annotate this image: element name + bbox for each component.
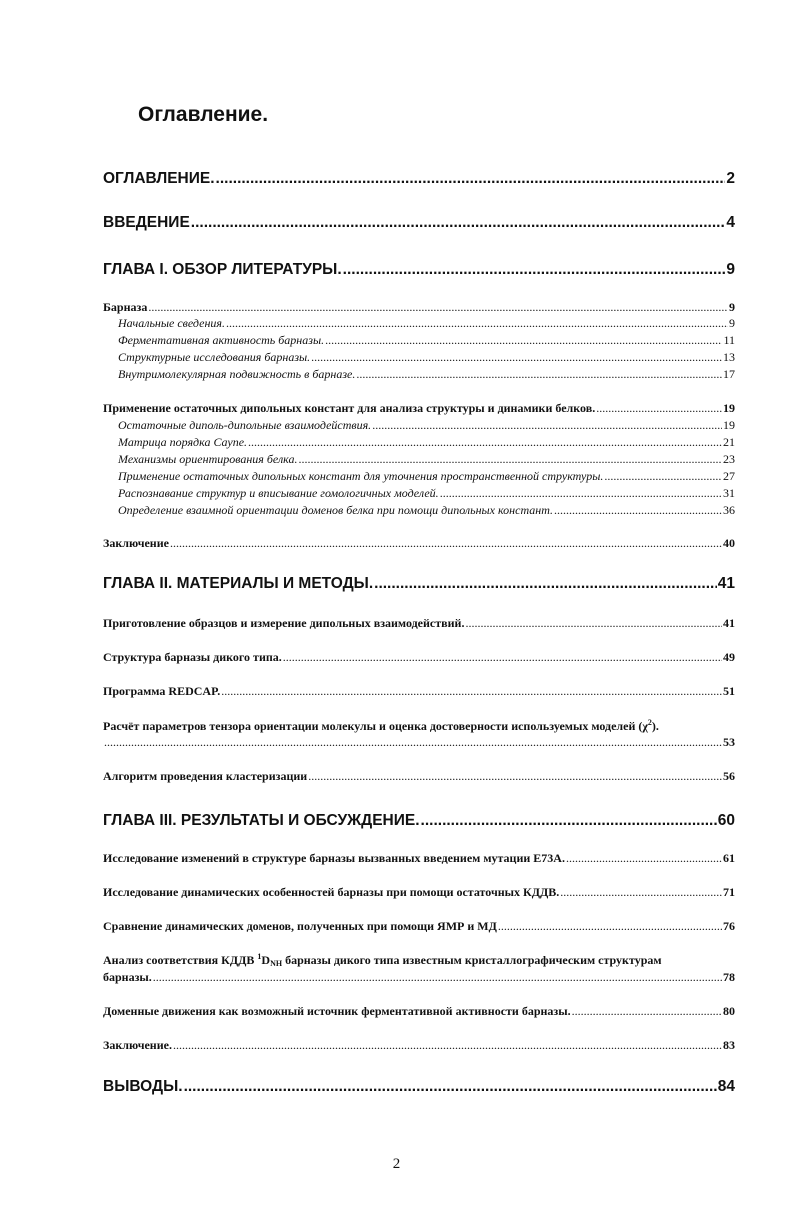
toc-section-line1[interactable] xyxy=(103,718,735,734)
toc-page: 41 xyxy=(723,616,735,630)
toc-page: 36 xyxy=(723,503,735,517)
toc-section[interactable] xyxy=(103,885,735,900)
dot-leader xyxy=(465,616,722,631)
toc-label-d: D xyxy=(261,953,271,967)
toc-label: Применение остаточных дипольных констант для уточнения пространственной структуры. xyxy=(118,469,604,483)
dot-leader xyxy=(566,851,722,866)
toc-subsection[interactable] xyxy=(118,350,735,365)
dot-leader xyxy=(440,486,722,501)
toc-page: 31 xyxy=(723,486,735,500)
toc-page: 51 xyxy=(723,684,735,698)
toc-page: 21 xyxy=(723,435,735,449)
toc-page: 56 xyxy=(723,769,735,783)
toc-label: Расчёт параметров тензора ориентации молекулы и оценка достоверности используемых моделей (χ xyxy=(103,719,648,733)
toc-page: 2 xyxy=(726,170,735,187)
toc-label: Внутримолекулярная подвижность в барназе. xyxy=(118,367,356,381)
dot-leader xyxy=(596,401,722,416)
toc-section[interactable] xyxy=(103,300,735,315)
toc-subsection[interactable] xyxy=(118,367,735,382)
toc-label: ГЛАВА II. МАТЕРИАЛЫ И МЕТОДЫ. xyxy=(103,575,374,592)
toc-page: 17 xyxy=(723,367,735,381)
toc-page: 23 xyxy=(723,452,735,466)
dot-leader xyxy=(311,350,722,365)
dot-leader xyxy=(374,575,717,593)
toc-label-rest: барназы дикого типа известным кристаллографическим структурам xyxy=(282,953,662,967)
dot-leader xyxy=(283,650,722,665)
toc-section[interactable] xyxy=(103,919,735,934)
dot-leader xyxy=(560,885,722,900)
dot-leader xyxy=(191,214,726,232)
toc-label-end: ). xyxy=(651,719,659,733)
toc-entry-chapter-3[interactable] xyxy=(103,812,735,830)
toc-section[interactable] xyxy=(103,401,735,416)
toc-label: Ферментативная активность барназы. xyxy=(118,333,325,347)
toc-page: 61 xyxy=(723,851,735,865)
toc-label: Программа REDCAP. xyxy=(103,684,221,698)
toc-page: 76 xyxy=(723,919,735,933)
toc-section[interactable] xyxy=(103,616,735,631)
toc-label: Применение остаточных дипольных констант для анализа структуры и динамики белков. xyxy=(103,401,596,415)
toc-label: Матрица порядка Саупе. xyxy=(118,435,248,449)
toc-label: ГЛАВА I. ОБЗОР ЛИТЕРАТУРЫ. xyxy=(103,261,342,278)
toc-label: барназы. xyxy=(103,970,152,984)
toc-label: Структурные исследования барназы. xyxy=(118,350,311,364)
toc-page: 9 xyxy=(729,316,735,330)
dot-leader xyxy=(308,769,722,784)
toc-subsection[interactable] xyxy=(118,418,735,433)
subscript: NH xyxy=(270,959,283,968)
toc-section[interactable] xyxy=(103,769,735,784)
toc-page: 53 xyxy=(723,735,735,749)
toc-label: Сравнение динамических доменов, полученных при помощи ЯМР и МД xyxy=(103,919,497,933)
toc-entry-chapter-1[interactable] xyxy=(103,261,735,279)
toc-label: Остаточные диполь-дипольные взаимодействия. xyxy=(118,418,372,432)
toc-page: 71 xyxy=(723,885,735,899)
dot-leader xyxy=(104,735,722,750)
dot-leader xyxy=(299,452,723,467)
toc-label: Анализ соответствия КДДВ xyxy=(103,953,258,967)
toc-page: 9 xyxy=(729,300,735,314)
toc-label: Распознавание структур и вписывание гомологичных моделей. xyxy=(118,486,439,500)
toc-subsection[interactable] xyxy=(118,486,735,501)
dot-leader xyxy=(226,316,728,331)
toc-section[interactable] xyxy=(103,1038,735,1053)
toc-page: 41 xyxy=(717,575,735,592)
toc-page: 78 xyxy=(723,970,735,984)
toc-page: 4 xyxy=(726,214,735,231)
dot-leader xyxy=(221,684,722,699)
toc-page: 27 xyxy=(723,469,735,483)
toc-page: 13 xyxy=(723,350,735,364)
toc-label: Доменные движения как возможный источник ферментативной активности барназы. xyxy=(103,1004,571,1018)
toc-label: Алгоритм проведения кластеризации xyxy=(103,769,308,783)
toc-page: 19 xyxy=(723,418,735,432)
toc-section[interactable] xyxy=(103,536,735,551)
toc-page: 49 xyxy=(723,650,735,664)
toc-page: 11 xyxy=(723,333,735,347)
toc-entry-chapter-2[interactable] xyxy=(103,575,735,593)
toc-subsection[interactable] xyxy=(118,435,735,450)
dot-leader xyxy=(325,333,722,348)
dot-leader xyxy=(498,919,722,934)
dot-leader xyxy=(153,970,722,985)
toc-entry-contents[interactable] xyxy=(103,170,735,188)
page-number: 2 xyxy=(392,1156,401,1172)
toc-page: 40 xyxy=(723,536,735,550)
page-title: Оглавление. xyxy=(138,103,269,126)
toc-label: Барназа xyxy=(103,300,148,314)
toc-label: ВЫВОДЫ. xyxy=(103,1078,183,1095)
toc-subsection[interactable] xyxy=(118,316,735,331)
toc-page: 80 xyxy=(723,1004,735,1018)
toc-label: Механизмы ориентирования белка. xyxy=(118,452,298,466)
dot-leader xyxy=(248,435,722,450)
superscript: 1 xyxy=(257,952,262,961)
toc-section-line2[interactable] xyxy=(103,970,735,985)
toc-label: Исследование динамических особенностей барназы при помощи остаточных КДДВ. xyxy=(103,885,560,899)
toc-page: 19 xyxy=(723,401,735,415)
toc-label: Начальные сведения. xyxy=(118,316,225,330)
toc-section-line2[interactable] xyxy=(103,735,735,750)
dot-leader xyxy=(148,300,728,315)
toc-section[interactable] xyxy=(103,1004,735,1019)
toc-label: ВВЕДЕНИЕ xyxy=(103,214,190,231)
toc-label: Исследование изменений в структуре барназы вызванных введением мутации E73A. xyxy=(103,851,565,865)
toc-label: Заключение xyxy=(103,536,169,550)
toc-page: 60 xyxy=(717,812,735,829)
toc-label: ОГЛАВЛЕНИЕ. xyxy=(103,170,215,187)
toc-section[interactable] xyxy=(103,650,735,665)
dot-leader xyxy=(372,418,722,433)
toc-label: Приготовление образцов и измерение дипольных взаимодействий. xyxy=(103,616,465,630)
dot-leader xyxy=(173,1038,722,1053)
toc-subsection[interactable] xyxy=(118,469,735,484)
toc-label: Заключение. xyxy=(103,1038,172,1052)
toc-section-line1[interactable] xyxy=(103,952,735,968)
toc-subsection[interactable] xyxy=(118,333,735,348)
dot-leader xyxy=(216,170,726,188)
toc-section[interactable] xyxy=(103,851,735,866)
dot-leader xyxy=(343,261,726,279)
toc-entry-introduction[interactable] xyxy=(103,214,735,232)
toc-label: Структура барназы дикого типа. xyxy=(103,650,282,664)
toc-subsection[interactable] xyxy=(118,503,735,518)
toc-entry-conclusions[interactable] xyxy=(103,1078,735,1096)
dot-leader xyxy=(356,367,722,382)
dot-leader xyxy=(421,812,717,830)
toc-label: ГЛАВА III. РЕЗУЛЬТАТЫ И ОБСУЖДЕНИЕ. xyxy=(103,812,420,829)
dot-leader xyxy=(554,503,722,518)
toc-section[interactable] xyxy=(103,684,735,699)
dot-leader xyxy=(170,536,722,551)
toc-subsection[interactable] xyxy=(118,452,735,467)
dot-leader xyxy=(604,469,722,484)
toc-page: 84 xyxy=(717,1078,735,1095)
dot-leader xyxy=(184,1078,717,1096)
dot-leader xyxy=(572,1004,722,1019)
superscript: 2 xyxy=(647,718,652,727)
toc-page: 83 xyxy=(723,1038,735,1052)
toc-page: 9 xyxy=(726,261,735,278)
toc-label: Определение взаимной ориентации доменов белка при помощи дипольных констант. xyxy=(118,503,554,517)
